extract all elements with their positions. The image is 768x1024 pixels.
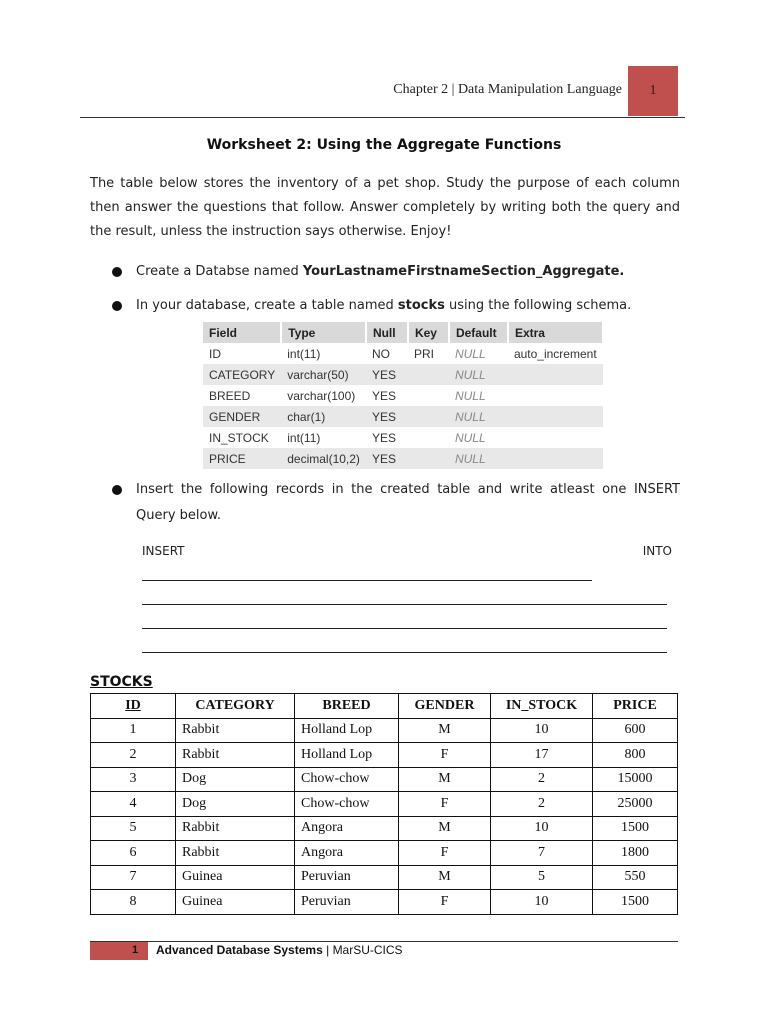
course-name: Advanced Database Systems [156,943,323,957]
schema-cell: IN_STOCK [209,430,269,445]
schema-col-header: Default [449,322,508,343]
bullet-create-table [112,293,680,319]
table-cell: 10 [491,718,593,743]
table-cell: F [399,890,491,915]
schema-cell [408,364,449,385]
insert-keyword: INSERT [142,544,185,558]
schema-cell [508,448,603,469]
table-cell: 2 [491,767,593,792]
schema-cell: YES [371,388,396,403]
schema-cell [408,406,449,427]
schema-row [203,364,603,385]
footer-page-number: 1 [132,944,139,956]
table-cell: Dog [176,792,295,817]
bullet-create-database [112,259,680,285]
table-cell: 10 [491,890,593,915]
schema-cell: YES [366,406,408,427]
table-cell: 10 [491,816,593,841]
schema-cell: YES [366,364,408,385]
table-name: stocks [397,298,445,313]
table-cell: Dog [176,767,295,792]
schema-cell: YES [371,430,396,445]
table-cell: 1 [91,718,176,743]
bullet-icon [112,485,122,495]
table-row [91,816,678,841]
answer-line[interactable] [142,604,667,605]
schema-header-row [203,322,603,343]
table-row [91,865,678,890]
schema-cell: varchar(100) [287,388,356,403]
schema-cell: int(11) [287,430,321,445]
schema-cell: YES [366,448,408,469]
stocks-col-header: CATEGORY [176,694,295,719]
table-cell: Chow-chow [295,767,399,792]
stocks-col-header: PRICE [593,694,678,719]
table-cell: 7 [491,841,593,866]
footer-divider [90,941,678,942]
table-cell: 7 [91,865,176,890]
stocks-col-header: ID [91,694,176,719]
table-cell: F [399,743,491,768]
schema-cell [508,364,603,385]
table-cell: Guinea [176,890,295,915]
schema-cell: NULL [454,346,486,361]
bullet-icon [112,267,122,277]
table-cell: 17 [491,743,593,768]
schema-col-header: Field [203,322,281,343]
table-cell: Holland Lop [295,743,399,768]
schema-cell: PRICE [203,448,281,469]
running-footer [156,943,403,957]
table-row [91,718,678,743]
schema-row [203,427,603,448]
schema-cell: CATEGORY [203,364,281,385]
table-cell: 5 [91,816,176,841]
table-cell: 2 [491,792,593,817]
school-name: MarSU-CICS [332,943,403,957]
answer-line[interactable] [142,652,667,653]
schema-row [203,448,603,469]
header-divider [80,117,685,118]
schema-cell: decimal(10,2) [281,448,366,469]
table-cell: 3 [91,767,176,792]
table-cell: 550 [593,865,678,890]
schema-cell [408,427,449,448]
header-separator: | [451,82,455,97]
table-cell: Holland Lop [295,718,399,743]
schema-table [203,322,604,469]
table-cell: Chow-chow [295,792,399,817]
table-cell: F [399,841,491,866]
stocks-header-row [91,694,678,719]
table-cell: 6 [91,841,176,866]
table-cell: Rabbit [176,816,295,841]
intro-paragraph: The table below stores the inventory of a pet shop. Study the purpose of each column then answer the questions that follow. Answer completely by writing both the query and the result, unless the instruction says otherwise. Enjoy! [90,176,680,239]
stocks-table-label: STOCKS [90,674,153,690]
schema-cell [508,406,603,427]
table-cell: M [399,718,491,743]
table-cell: Rabbit [176,743,295,768]
schema-cell [508,427,603,448]
running-header [300,82,622,98]
schema-cell: GENDER [203,406,281,427]
chapter-label: Chapter 2 [393,82,449,97]
table-row [91,743,678,768]
answer-line[interactable] [142,580,592,581]
schema-row [203,343,603,364]
table-row [91,890,678,915]
bullet-icon [112,301,122,311]
insert-query-prompt [142,544,672,558]
table-cell: Peruvian [295,890,399,915]
footer-accent-bar [90,942,148,960]
table-cell: M [399,767,491,792]
bullet-text: Create a Databse named YourLastnameFirstnameSection_Aggregate. [136,264,625,279]
table-cell: 1500 [593,816,678,841]
answer-line[interactable] [142,628,667,629]
schema-cell: NULL [449,406,508,427]
table-cell: 25000 [593,792,678,817]
table-cell: 15000 [593,767,678,792]
table-cell: 8 [91,890,176,915]
schema-cell: NULL [454,388,486,403]
schema-cell: char(1) [281,406,366,427]
schema-col-header: Extra [508,322,603,343]
table-cell: 600 [593,718,678,743]
schema-col-header: Type [281,322,366,343]
schema-cell: NULL [449,448,508,469]
table-cell: Rabbit [176,841,295,866]
schema-cell: PRI [413,346,434,361]
table-cell: F [399,792,491,817]
schema-col-header: Null [366,322,408,343]
schema-cell [408,385,449,406]
table-row [91,767,678,792]
bullet-text: Insert the following records in the created table and write atleast one INSERT Query below. [136,482,680,523]
table-cell: 4 [91,792,176,817]
table-cell: Rabbit [176,718,295,743]
table-cell: Guinea [176,865,295,890]
stocks-col-header: IN_STOCK [491,694,593,719]
table-cell: 800 [593,743,678,768]
table-row [91,792,678,817]
schema-cell: NULL [454,430,486,445]
schema-cell: auto_increment [513,346,597,361]
schema-cell: varchar(50) [281,364,366,385]
schema-cell [508,385,603,406]
into-keyword: INTO [642,544,672,558]
stocks-col-header: GENDER [399,694,491,719]
table-cell: M [399,865,491,890]
bullet-text: In your database, create a table named stocks using the following schema. [136,298,632,313]
schema-col-header: Key [408,322,449,343]
stocks-table [90,693,678,915]
stocks-col-header: BREED [295,694,399,719]
schema-cell: int(11) [287,346,321,361]
footer-separator: | [326,943,330,957]
table-cell: Angora [295,841,399,866]
table-cell: 2 [91,743,176,768]
schema-cell: BREED [209,388,251,403]
schema-cell: NULL [449,364,508,385]
table-cell: 5 [491,865,593,890]
table-cell: Angora [295,816,399,841]
table-row [91,841,678,866]
schema-cell: NO [371,346,390,361]
schema-cell [408,448,449,469]
schema-cell: ID [209,346,221,361]
chapter-topic: Data Manipulation Language [457,82,622,97]
table-cell: 1500 [593,890,678,915]
schema-row [203,385,603,406]
database-name: YourLastnameFirstnameSection_Aggregate. [302,264,625,279]
header-page-number: 1 [628,66,678,116]
schema-row [203,406,603,427]
table-cell: Peruvian [295,865,399,890]
bullet-insert-records [112,477,680,529]
worksheet-title: Worksheet 2: Using the Aggregate Functions [206,137,562,153]
table-cell: M [399,816,491,841]
table-cell: 1800 [593,841,678,866]
